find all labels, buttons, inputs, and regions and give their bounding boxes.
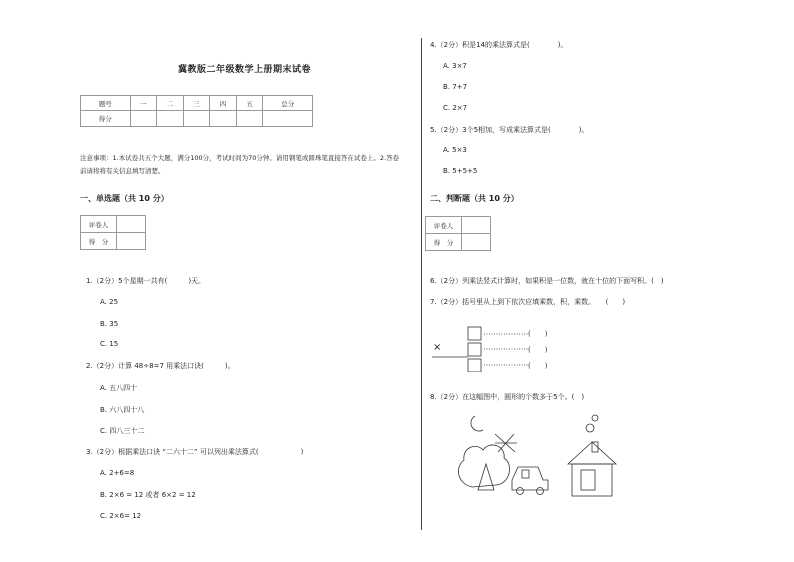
tree-icon — [458, 445, 509, 490]
answer-box[interactable] — [468, 343, 481, 356]
option[interactable]: C. 15 — [100, 340, 119, 348]
score-label: 得 分 — [426, 234, 462, 251]
column-divider — [421, 38, 422, 530]
car-icon — [512, 467, 548, 495]
score-header: 一 — [130, 96, 157, 111]
score-cell[interactable] — [210, 111, 237, 127]
reviewer-cell[interactable] — [117, 216, 146, 233]
option[interactable]: B. 六八四十八 — [100, 406, 145, 414]
option[interactable]: A. 2+6=8 — [100, 469, 135, 477]
score-header: 二 — [157, 96, 184, 111]
score-header: 总分 — [263, 96, 313, 111]
question-1: 1.（2分）5个星期一共有( )天。 — [86, 277, 206, 285]
score-header: 五 — [236, 96, 263, 111]
grader-box — [425, 216, 491, 251]
exam-title: 冀教版二年级数学上册期末试卷 — [178, 65, 312, 75]
house-icon — [568, 415, 616, 496]
score-header: 四 — [210, 96, 237, 111]
reviewer-cell[interactable] — [462, 217, 491, 234]
score-cell[interactable] — [236, 111, 263, 127]
q8-picture — [450, 412, 630, 502]
option[interactable]: B. 35 — [100, 320, 119, 328]
option[interactable]: A. 5×3 — [443, 146, 467, 154]
option[interactable]: A. 25 — [100, 298, 119, 306]
exam-notice: 注意事项：1.本试卷共五个大题，满分100分，考试时间为70分钟。请用钢笔或圆珠笔直接答在试卷上。2.答卷前请将将有关信息填写清楚。 — [80, 154, 400, 175]
question-8: 8.（2分）在这幅图中，圆形的个数多于5个。( ) — [430, 393, 585, 401]
score-table — [80, 95, 313, 127]
option[interactable]: C. 2×6= 12 — [100, 512, 142, 520]
option[interactable]: B. 2×6 = 12 或者 6×2 = 12 — [100, 491, 196, 499]
q7-bracket[interactable]: ( ) — [528, 330, 548, 338]
score-cell[interactable] — [130, 111, 157, 127]
score-cell[interactable] — [117, 233, 146, 250]
reviewer-label: 评卷人 — [81, 216, 117, 233]
score-header: 三 — [183, 96, 210, 111]
sun-icon — [495, 434, 517, 452]
option[interactable]: B. 5+5+5 — [443, 167, 478, 175]
q7-bracket[interactable]: ( ) — [528, 362, 548, 370]
score-header: 题号 — [81, 96, 131, 111]
section2-heading: 二、判断题（共 10 分） — [430, 194, 519, 203]
answer-box[interactable] — [468, 359, 481, 372]
moon-icon — [471, 416, 483, 431]
score-label: 得 分 — [81, 233, 117, 250]
grader-box — [80, 215, 146, 250]
option[interactable]: A. 3×7 — [443, 62, 467, 70]
question-6: 6.（2分）列乘法竖式计算时，如果积是一位数，就在十位的下面写积。( ) — [430, 277, 664, 285]
option[interactable]: C. 2×7 — [443, 104, 468, 112]
score-cell[interactable] — [183, 111, 210, 127]
option[interactable]: A. 五八四十 — [100, 384, 138, 392]
question-2: 2.（2分）计算 48÷8=7 用乘法口诀( )。 — [86, 362, 235, 370]
question-5: 5.（2分）3个5相加，写成乘法算式是( )。 — [430, 126, 589, 134]
question-3: 3.（2分）根据乘法口诀 “二六十二” 可以列出乘法算式( ) — [86, 448, 304, 456]
reviewer-label: 评卷人 — [426, 217, 462, 234]
q7-bracket[interactable]: ( ) — [528, 346, 548, 354]
section1-heading: 一、单选题（共 10 分） — [80, 194, 169, 203]
question-7: 7.（2分）括号里从上到下依次应填乘数，积，乘数。 ( ) — [430, 298, 626, 306]
score-cell[interactable] — [157, 111, 184, 127]
option[interactable]: B. 7+7 — [443, 83, 468, 91]
question-4: 4.（2分）积是14的乘法算式是( )。 — [430, 41, 568, 49]
times-sign: × — [433, 342, 442, 353]
answer-box[interactable] — [468, 327, 481, 340]
score-cell[interactable] — [263, 111, 313, 127]
option[interactable]: C. 四八三十二 — [100, 427, 145, 435]
score-cell[interactable] — [462, 234, 491, 251]
score-row-label: 得分 — [81, 111, 131, 127]
